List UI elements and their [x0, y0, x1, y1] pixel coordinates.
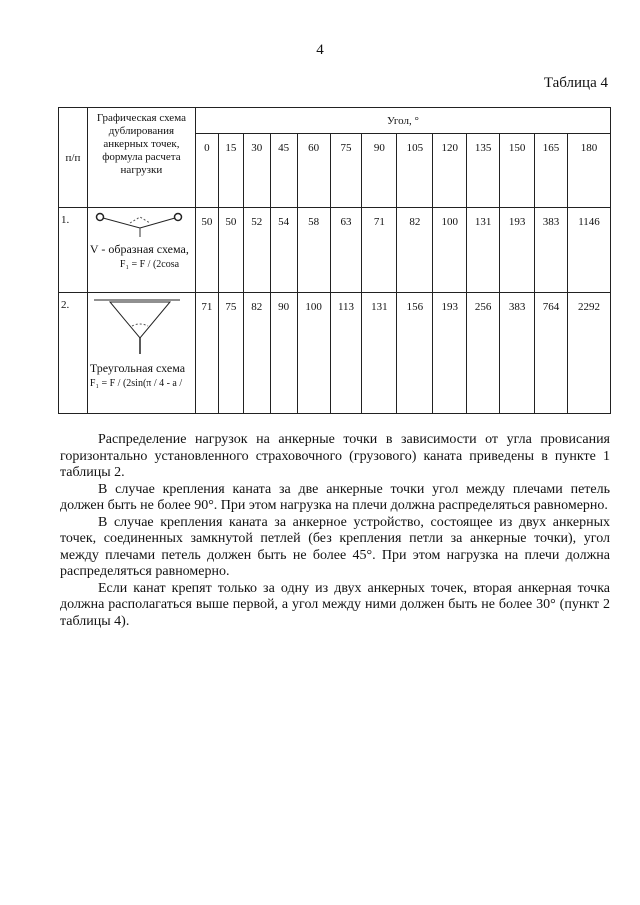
- load-value: 1146: [567, 208, 610, 293]
- scheme-cell: [87, 293, 195, 414]
- angle-header: 150: [500, 134, 535, 208]
- load-value: 256: [467, 293, 500, 414]
- load-value: 75: [218, 293, 243, 414]
- scheme-cell: [87, 208, 195, 293]
- load-value: 63: [330, 208, 362, 293]
- load-value: 90: [270, 293, 297, 414]
- header-num: п/п: [59, 108, 88, 208]
- load-value: 50: [195, 208, 218, 293]
- header-angle: Угол, °: [195, 108, 610, 134]
- scheme-formula: F₁ = F / (2cosa: [119, 259, 180, 270]
- load-value: 52: [243, 208, 270, 293]
- load-value: 113: [330, 293, 362, 414]
- paragraph: Если канат крепят только за одну из двух анкерных точек, вторая анкерная точка должна располагаться выше первой, а угол между ними должен быть не более 30° (пункт 2 таблицы 4).: [60, 580, 610, 629]
- load-value: 383: [500, 293, 535, 414]
- angle-header: 90: [362, 134, 397, 208]
- load-value: 71: [195, 293, 218, 414]
- angle-header: 120: [433, 134, 467, 208]
- load-value: 100: [433, 208, 467, 293]
- load-value: 131: [362, 293, 397, 414]
- load-value: 193: [500, 208, 535, 293]
- angle-header: 105: [397, 134, 433, 208]
- angle-header: 75: [330, 134, 362, 208]
- scheme-label: V - образная схема,: [89, 242, 189, 256]
- scheme-formula: F₁ = F / (2sin(π / 4 - a /: [89, 378, 183, 389]
- load-value: 193: [433, 293, 467, 414]
- load-value: 764: [535, 293, 568, 414]
- load-value: 131: [467, 208, 500, 293]
- load-value: 2292: [567, 293, 610, 414]
- body-text: [60, 432, 610, 630]
- angle-header: 60: [297, 134, 330, 208]
- angle-header: 165: [535, 134, 568, 208]
- paragraph: В случае крепления каната за анкерное устройство, состоящее из двух анкерных точек, соединенных замкнутой петлей (без крепления петли за анкерные точки), угол между плечами петель должен быть не более 45°. При этом нагрузка на плечи должна распределяться равномерно.: [60, 514, 610, 579]
- angle-header: 45: [270, 134, 297, 208]
- angle-header: 0: [195, 134, 218, 208]
- row-num: 2.: [59, 293, 88, 414]
- table-caption: Таблица 4: [543, 75, 608, 91]
- load-value: 82: [243, 293, 270, 414]
- scheme-label: Треугольная схема: [89, 361, 186, 375]
- load-value: 383: [535, 208, 568, 293]
- load-table: [58, 107, 611, 414]
- load-value: 71: [362, 208, 397, 293]
- paragraph: Распределение нагрузок на анкерные точки в зависимости от угла провисания горизонтально установленного страховочного (грузового) каната приведены в пункте 1 таблицы 2.: [60, 432, 610, 480]
- angle-header: 135: [467, 134, 500, 208]
- page-number: 4: [316, 42, 324, 58]
- load-value: 156: [397, 293, 433, 414]
- paragraph: В случае крепления каната за две анкерные точки угол между плечами петель должен быть не более 90°. При этом нагрузка на плечи должна распределяться равномерно.: [60, 481, 610, 513]
- load-value: 54: [270, 208, 297, 293]
- load-value: 82: [397, 208, 433, 293]
- triangle-scheme-diagram: [90, 296, 190, 358]
- row-num: 1.: [59, 208, 88, 293]
- load-value: 58: [297, 208, 330, 293]
- angle-header: 15: [218, 134, 243, 208]
- angle-header: 180: [567, 134, 610, 208]
- load-value: 50: [218, 208, 243, 293]
- load-value: 100: [297, 293, 330, 414]
- header-scheme: Графическая схема дублирования анкерных точек, формула расчета нагрузки: [87, 108, 195, 208]
- v-scheme-diagram: [90, 211, 190, 239]
- angle-header: 30: [243, 134, 270, 208]
